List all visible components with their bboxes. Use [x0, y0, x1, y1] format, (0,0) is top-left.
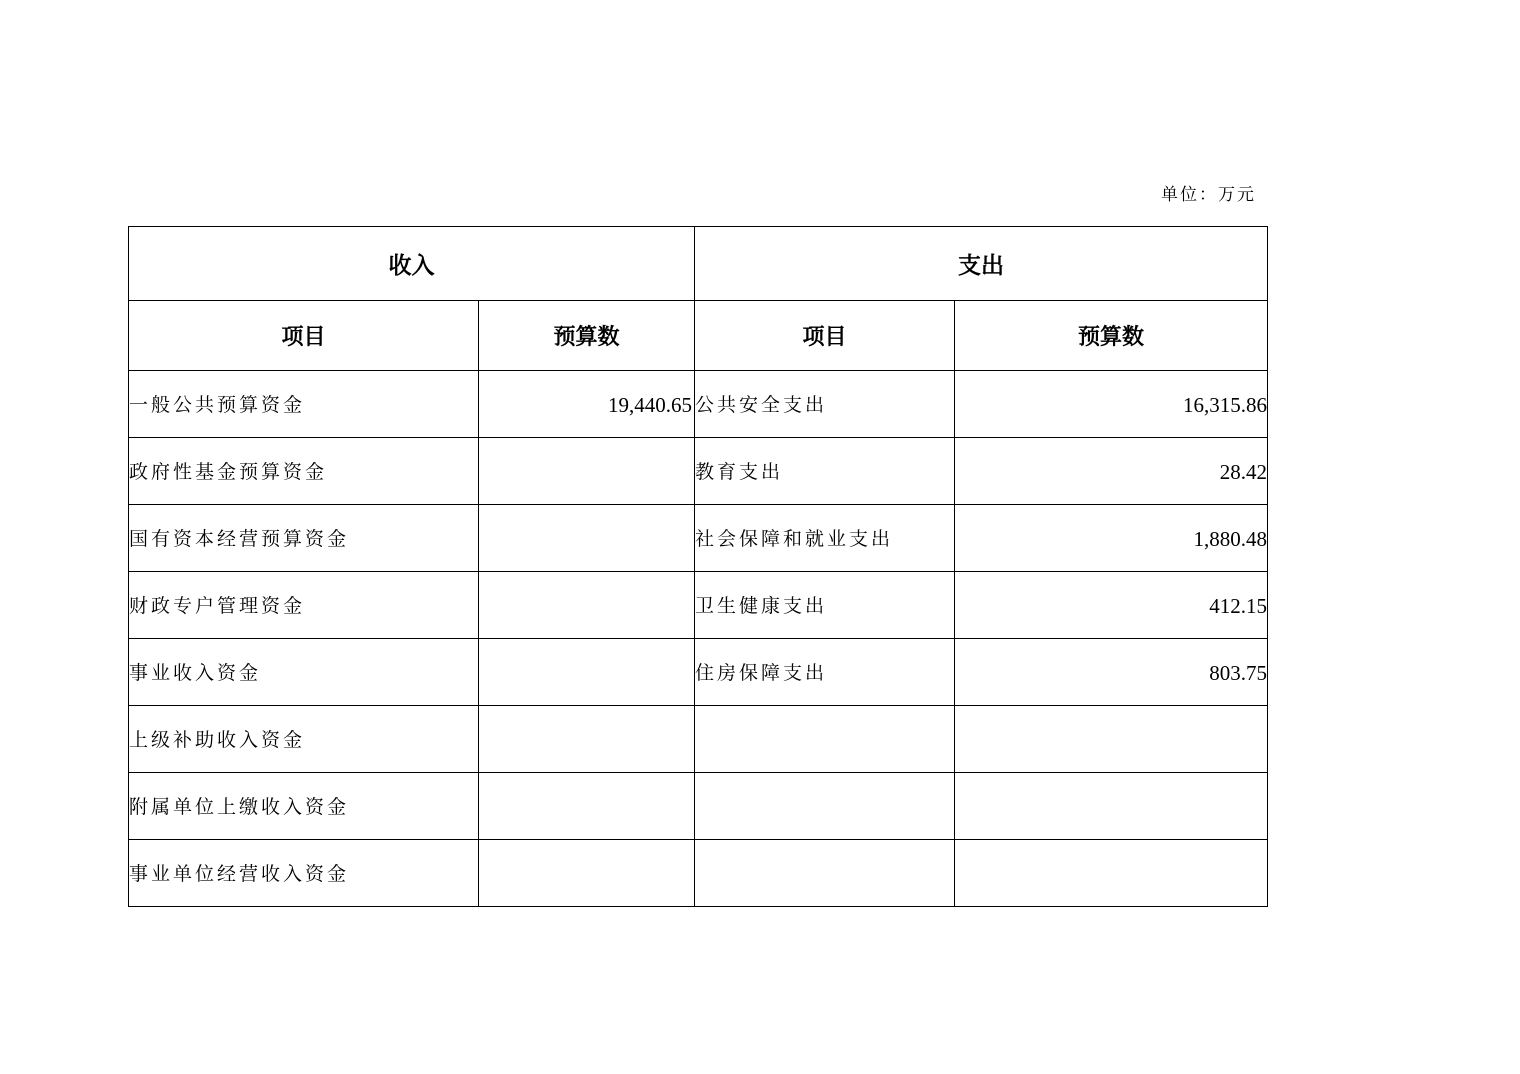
expense-amount-cell	[955, 706, 1268, 773]
expense-amount-text: 803.75	[1209, 660, 1267, 685]
table-row	[129, 706, 1268, 773]
income-item-cell	[129, 773, 479, 840]
income-item-cell	[129, 639, 479, 706]
income-item-text: 事业单位经营收入资金	[129, 862, 350, 885]
unit-label: 单位：万元	[1161, 185, 1256, 205]
income-header: 收入	[129, 227, 695, 301]
table-row	[129, 438, 1268, 505]
income-amount-cell	[479, 505, 695, 572]
income-amount-cell	[479, 371, 695, 438]
table-row	[129, 639, 1268, 706]
expense-header: 支出	[695, 227, 1268, 301]
income-item-header: 项目	[129, 301, 479, 371]
table-row	[129, 840, 1268, 907]
expense-amount-cell	[955, 639, 1268, 706]
income-item-text: 政府性基金预算资金	[129, 460, 328, 483]
income-amount-cell	[479, 572, 695, 639]
expense-amount-cell	[955, 840, 1268, 907]
income-item-text: 一般公共预算资金	[129, 393, 306, 416]
expense-amount-cell	[955, 572, 1268, 639]
expense-item-header: 项目	[695, 301, 955, 371]
income-item-text: 国有资本经营预算资金	[129, 527, 350, 550]
income-item-cell	[129, 438, 479, 505]
income-item-cell	[129, 505, 479, 572]
expense-item-cell	[695, 505, 955, 572]
expense-amount-header: 预算数	[955, 301, 1268, 371]
table-row	[129, 572, 1268, 639]
expense-amount-text: 1,880.48	[1193, 526, 1267, 551]
income-amount-cell	[479, 706, 695, 773]
income-item-cell	[129, 840, 479, 907]
income-amount-text: 19,440.65	[608, 392, 692, 417]
income-amount-cell	[479, 639, 695, 706]
column-header-row	[129, 301, 1268, 371]
income-item-text: 事业收入资金	[129, 661, 262, 684]
expense-item-text: 住房保障支出	[695, 661, 828, 684]
table-row	[129, 371, 1268, 438]
expense-amount-cell	[955, 438, 1268, 505]
income-amount-cell	[479, 773, 695, 840]
table-row	[129, 505, 1268, 572]
expense-amount-text: 412.15	[1209, 593, 1267, 618]
income-item-text: 附属单位上缴收入资金	[129, 795, 350, 818]
expense-item-cell	[695, 438, 955, 505]
income-amount-cell	[479, 840, 695, 907]
expense-amount-text: 16,315.86	[1183, 392, 1267, 417]
expense-item-text: 卫生健康支出	[695, 594, 828, 617]
expense-item-text: 社会保障和就业支出	[695, 527, 894, 550]
table-row	[129, 773, 1268, 840]
expense-amount-cell	[955, 773, 1268, 840]
expense-item-cell	[695, 572, 955, 639]
income-amount-cell	[479, 438, 695, 505]
expense-amount-cell	[955, 371, 1268, 438]
income-item-cell	[129, 572, 479, 639]
expense-item-cell	[695, 840, 955, 907]
income-item-text: 上级补助收入资金	[129, 728, 306, 751]
income-amount-header: 预算数	[479, 301, 695, 371]
income-item-cell	[129, 706, 479, 773]
expense-amount-text: 28.42	[1219, 459, 1267, 484]
expense-item-cell	[695, 706, 955, 773]
income-item-text: 财政专户管理资金	[129, 594, 306, 617]
income-item-cell	[129, 371, 479, 438]
expense-item-text: 教育支出	[695, 460, 784, 483]
expense-item-cell	[695, 639, 955, 706]
budget-table	[128, 226, 1268, 907]
expense-item-cell	[695, 371, 955, 438]
expense-amount-cell	[955, 505, 1268, 572]
expense-item-cell	[695, 773, 955, 840]
group-header-row	[129, 227, 1268, 301]
expense-item-text: 公共安全支出	[695, 393, 828, 416]
